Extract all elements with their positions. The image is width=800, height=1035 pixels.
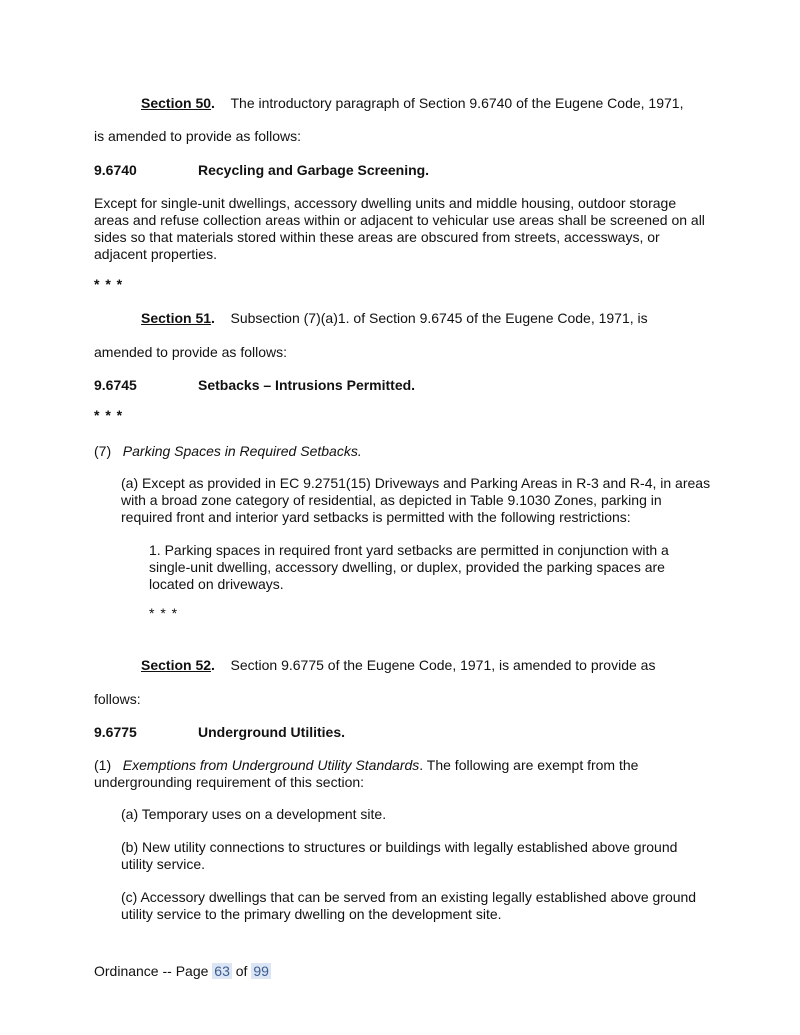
- code-title: Underground Utilities.: [198, 724, 345, 740]
- omission-marker: * * *: [149, 605, 179, 621]
- item-1b: (b) New utility connections to structures or buildings with legally established above ground utility service.: [121, 839, 678, 872]
- section-50-label: Section 50: [141, 95, 212, 111]
- section-51-lead: Subsection (7)(a)1. of Section 9.6745 of the Eugene Code, 1971, is: [230, 310, 648, 326]
- section-50-body: Except for single-unit dwellings, accessory dwelling units and middle housing, outdoor storage areas and refuse collection areas within or adjacent to vehicular use areas shall be screened on all sides so that materials stored within these areas are obscured from streets, accessways, or adjacent properties.: [94, 195, 705, 262]
- code-heading-9-6775: [94, 724, 706, 741]
- code-heading-9-6740: [94, 162, 706, 179]
- item-1-rest: . The following are exempt from the undergrounding requirement of this section:: [94, 757, 639, 790]
- footer-of: of: [235, 963, 248, 979]
- section-50-continuation: is amended to provide as follows:: [94, 128, 301, 144]
- code-number: 9.6775: [94, 724, 137, 740]
- code-heading-9-6745: [94, 377, 706, 394]
- section-50-lead: The introductory paragraph of Section 9.6740 of the Eugene Code, 1971,: [230, 95, 684, 111]
- item-1c: (c) Accessory dwellings that can be served from an existing legally established above ground utility service to the primary dwelling on the development site.: [121, 889, 697, 922]
- section-52-lead: Section 9.6775 of the Eugene Code, 1971, is amended to provide as: [230, 657, 656, 673]
- section-52-label: Section 52: [141, 657, 212, 673]
- item-7-text: Parking Spaces in Required Setbacks.: [122, 443, 362, 459]
- section-50-intro: Section 50. The introductory paragraph of Section 9.6740 of the Eugene Code, 1971,: [141, 95, 684, 111]
- section-52-continuation: follows:: [94, 691, 141, 707]
- item-7-number: (7): [94, 443, 112, 459]
- footer-prefix: Ordinance -- Page: [94, 963, 209, 979]
- code-number: 9.6745: [94, 377, 137, 393]
- code-title: Recycling and Garbage Screening.: [198, 162, 430, 178]
- item-1: [94, 757, 706, 791]
- section-51-continuation: amended to provide as follows:: [94, 344, 287, 360]
- item-1a: (a) Temporary uses on a development site.: [121, 806, 387, 822]
- item-1-number: (1): [94, 757, 112, 773]
- section-52-intro: Section 52. Section 9.6775 of the Eugene Code, 1971, is amended to provide as: [141, 657, 656, 673]
- section-51-intro: Section 51. Subsection (7)(a)1. of Section 9.6745 of the Eugene Code, 1971, is: [141, 310, 648, 326]
- page-footer: [94, 963, 706, 980]
- section-51-label: Section 51: [141, 310, 212, 326]
- code-title: Setbacks – Intrusions Permitted.: [198, 377, 416, 393]
- omission-marker: * * *: [94, 276, 124, 292]
- omission-marker: * * *: [94, 407, 124, 423]
- item-7a1: 1. Parking spaces in required front yard setbacks are permitted in conjunction with a single-unit dwelling, accessory dwelling, or duplex, provided the parking spaces are located on driveways.: [149, 542, 669, 592]
- item-7: [94, 443, 706, 460]
- item-1-italic-title: Exemptions from Underground Utility Standards: [122, 757, 420, 773]
- item-7a: (a) Except as provided in EC 9.2751(15) Driveways and Parking Areas in R-3 and R-4, in areas with a broad zone category of residential, as depicted in Table 9.1030 Zones, parking in required front and interior yard setbacks is permitted with the following restrictions:: [121, 475, 711, 525]
- total-pages: 99: [253, 963, 269, 979]
- page-number: 63: [214, 963, 230, 979]
- code-number: 9.6740: [94, 162, 137, 178]
